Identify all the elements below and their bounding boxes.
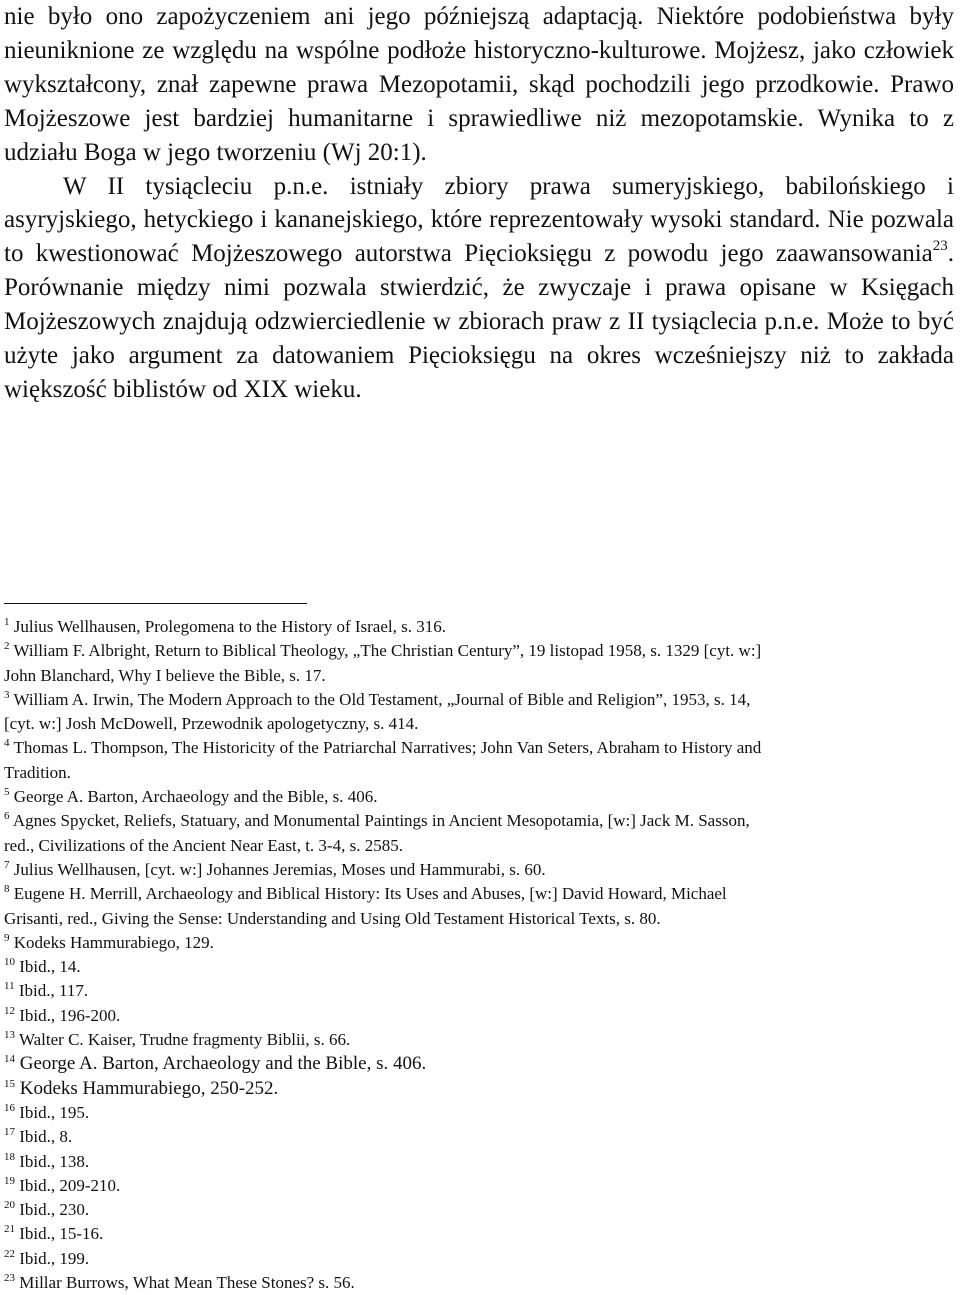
footnote-number: 3 (4, 688, 10, 701)
footnote-text: Ibid., 230. (19, 1200, 90, 1220)
text-line: Mojżesz, jako człowiek wykształcony, znał zapewne prawa Mezopotamii, skąd (4, 36, 955, 98)
footnote-number: 18 (4, 1150, 15, 1163)
footnote-7 (4, 858, 954, 882)
footnote-number: 21 (4, 1223, 15, 1236)
footnote-text: Ibid., 199. (19, 1248, 90, 1268)
text-line: nie było ono zapożyczeniem ani jego późniejszą adaptacją. Niektóre podobieństwa (4, 3, 897, 30)
footnote-18 (4, 1150, 954, 1174)
footnote-6 (4, 809, 954, 858)
text-line: prawa opisane w Księgach Mojżeszowych znajdują odzwierciedlenie w zbiorach (4, 274, 955, 336)
footnote-4 (4, 736, 954, 785)
footnote-number: 20 (4, 1199, 15, 1212)
footnote-text: Kodeks Hammurabiego, 250-252. (19, 1077, 279, 1099)
footnote-text: Julius Wellhausen, Prolegomena to the History of Israel, s. 316. (13, 617, 446, 636)
footnote-reference: 23 (932, 238, 948, 255)
text-line: Pięcioksięgu na okres wcześniejszy niż to zakłada większość biblistów od XIX (4, 342, 955, 403)
footnote-text: Ibid., 117. (18, 981, 89, 1001)
footnote-text: Agnes Spycket, Reliefs, Statuary, and Monumental Paintings in Ancient Mesopotamia, [w:] Jack M. Sasson, (12, 811, 750, 831)
footnote-21 (4, 1222, 954, 1246)
text-line: jego zaawansowania (720, 240, 933, 268)
footnote-20 (4, 1198, 954, 1222)
footnote-8 (4, 882, 954, 931)
footnote-23 (4, 1271, 954, 1295)
footnote-text: Ibid., 196-200. (19, 1005, 121, 1025)
footnote-number: 10 (4, 956, 15, 969)
footnote-number: 7 (4, 858, 10, 871)
footnote-number: 12 (4, 1004, 15, 1017)
footnote-17 (4, 1125, 954, 1149)
footnote-text: John Blanchard, Why I believe the Bible, s. 17. (4, 665, 326, 685)
text-line: asyryjskiego, hetyckiego i kananejskiego, które reprezentowały wysoki standard. (4, 206, 821, 234)
footnote-number: 2 (4, 640, 10, 653)
footnote-10 (4, 955, 954, 979)
footnote-1 (4, 615, 954, 639)
footnote-text: Kodeks Hammurabiego, 129. (13, 932, 214, 952)
footnote-3 (4, 688, 954, 737)
footnote-separator (4, 603, 307, 604)
text-line: były nieuniknione ze względu na wspólne podłoże historyczno-kulturowe. (4, 3, 954, 64)
footnote-11 (4, 979, 954, 1003)
footnote-text: George A. Barton, Archaeology and the Bible, s. 406. (19, 1053, 427, 1075)
footnote-text: Thomas L. Thompson, The Historicity of the Patriarchal Narratives; John Van Seters, Abraham to History and (13, 738, 762, 758)
footnote-number: 8 (4, 883, 10, 896)
footnote-text: William A. Irwin, The Modern Approach to the Old Testament, „Journal of Bible and Religion”, 1953, s. 14, (13, 689, 751, 709)
text-line: praw z II tysiąclecia p.n.e. Może to być użyte jako argument za datowaniem (4, 308, 954, 370)
text-line: pochodzili jego przodkowie. Prawo Mojżeszowe jest bardziej humanitarne i (4, 70, 955, 132)
text-line: . Porównanie między nimi pozwala stwierdzić, że zwyczaje i (4, 240, 955, 302)
footnote-text: [cyt. w:] Josh McDowell, Przewodnik apologetyczny, s. 414. (4, 714, 419, 734)
footnote-number: 1 (4, 616, 10, 628)
footnote-text: George A. Barton, Archaeology and the Bible, s. 406. (13, 787, 378, 807)
footnote-number: 23 (4, 1272, 15, 1285)
footnote-number: 16 (4, 1101, 15, 1114)
footnote-number: 6 (4, 810, 10, 823)
footnote-number: 17 (4, 1126, 15, 1139)
footnote-number: 13 (4, 1029, 15, 1042)
footnote-number: 15 (4, 1077, 15, 1090)
footnote-number: 4 (4, 737, 10, 750)
footnote-text: Tradition. (4, 762, 71, 782)
footnote-12 (4, 1004, 954, 1028)
text-line: W II tysiącleciu p.n.e. istniały zbiory prawa sumeryjskiego, babilońskiego i (63, 172, 954, 200)
footnote-text: Ibid., 209-210. (19, 1175, 121, 1195)
paragraph-1 (4, 0, 954, 170)
footnote-19 (4, 1174, 954, 1198)
paragraph-2 (4, 170, 954, 407)
footnote-number: 9 (4, 931, 10, 944)
footnote-text: Julius Wellhausen, [cyt. w:] Johannes Jeremias, Moses und Hammurabi, s. 60. (13, 859, 546, 879)
footnote-text: Ibid., 14. (19, 957, 81, 977)
footnote-number: 19 (4, 1174, 15, 1187)
footnote-number: 22 (4, 1247, 15, 1260)
footnote-22 (4, 1247, 954, 1271)
footnote-13 (4, 1028, 954, 1052)
text-line: (Wj 20:1). (322, 138, 427, 166)
footnote-number: 5 (4, 786, 10, 799)
footnote-number: 11 (4, 980, 15, 993)
footnote-14 (4, 1052, 954, 1076)
footnote-text: Eugene H. Merrill, Archaeology and Biblical History: Its Uses and Abuses, [w:] David Howard, Michael (13, 884, 727, 904)
footnotes-list (4, 615, 954, 1295)
text-line: sprawiedliwe niż mezopotamskie. Wynika to z udziału Boga w jego tworzeniu (4, 104, 954, 166)
footnote-text: Ibid., 195. (19, 1102, 90, 1122)
footnote-9 (4, 931, 954, 955)
footnote-text: William F. Albright, Return to Biblical Theology, „The Christian Century”, 19 listopad 1958, s. 1329 [cyt. w:] (13, 641, 762, 661)
footnote-text: red., Civilizations of the Ancient Near East, t. 3-4, s. 2585. (4, 835, 403, 855)
footnote-text: Ibid., 8. (19, 1127, 73, 1147)
footnote-15 (4, 1077, 954, 1101)
main-text (4, 0, 954, 407)
footnote-number: 14 (4, 1053, 15, 1066)
footnote-text: Walter C. Kaiser, Trudne fragmenty Biblii, s. 66. (18, 1030, 351, 1050)
footnote-2 (4, 639, 954, 688)
text-line: wieku. (294, 375, 362, 403)
footnote-16 (4, 1101, 954, 1125)
footnote-text: Grisanti, red., Giving the Sense: Understanding and Using Old Testament Historical Texts, s. 80. (4, 908, 661, 928)
footnote-5 (4, 785, 954, 809)
footnote-text: Ibid., 15-16. (19, 1224, 104, 1244)
text-line: Nie pozwala to kwestionować Mojżeszowego autorstwa Pięcioksięgu z powodu (4, 206, 955, 268)
footnote-text: Ibid., 138. (19, 1151, 90, 1171)
footnote-text: Millar Burrows, What Mean These Stones? s. 56. (19, 1273, 355, 1293)
